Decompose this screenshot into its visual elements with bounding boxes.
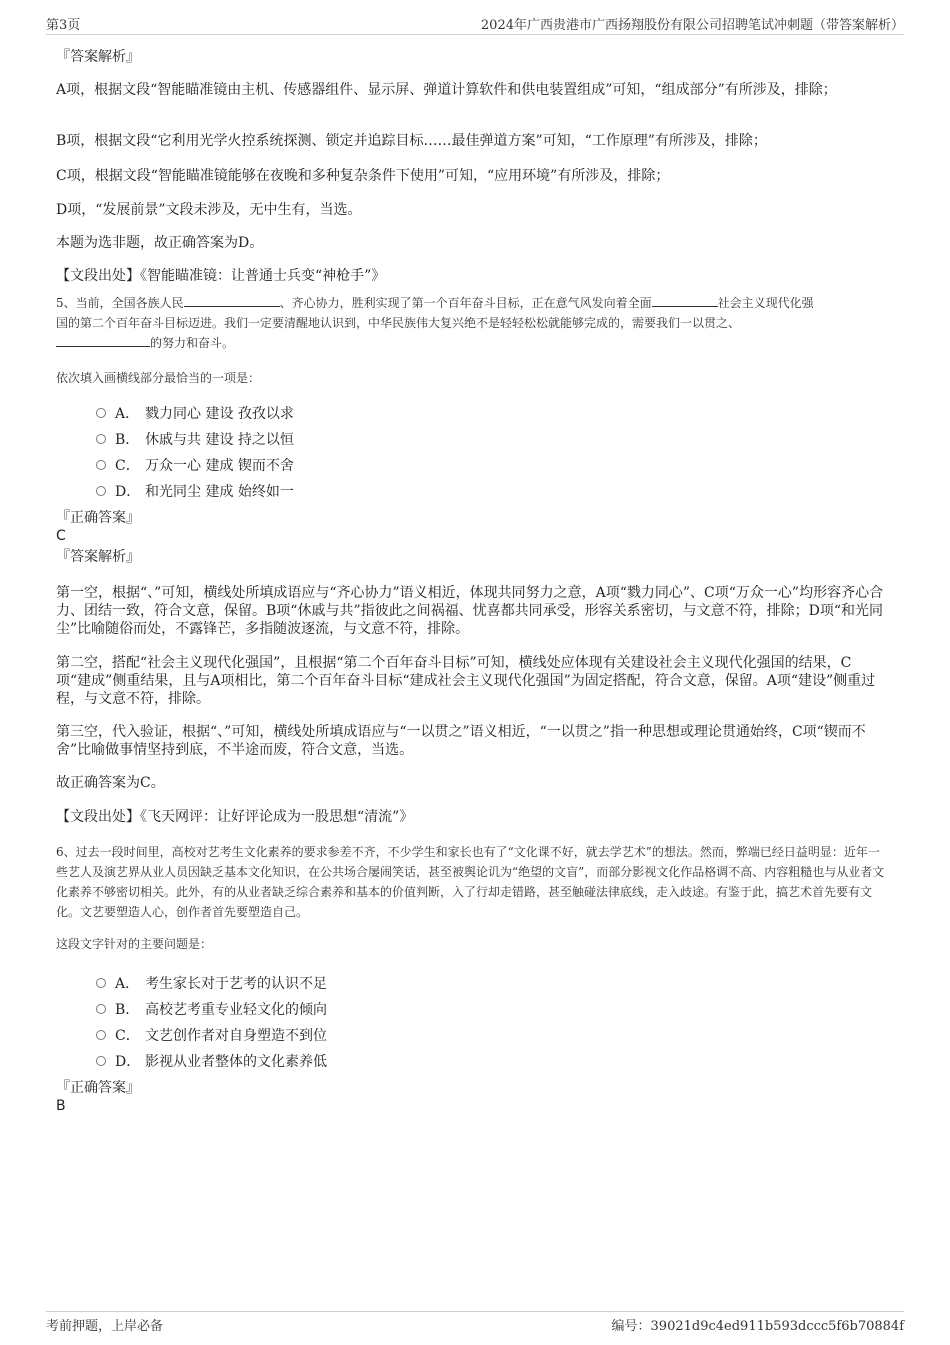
q5-analysis-label: 『答案解析』 — [56, 549, 140, 565]
radio-icon[interactable] — [96, 1030, 106, 1040]
radio-icon[interactable] — [96, 486, 106, 496]
radio-icon[interactable] — [96, 1056, 106, 1066]
q5-stem-part1: 5、当前，全国各族人民 — [56, 296, 184, 310]
q6-correct-answer: B — [56, 1098, 66, 1114]
q5-stem — [56, 293, 886, 353]
q5-analysis-para3: 第三空，代入验证，根据“、”可知，横线处所填成语应与“一以贯之”语义相近，“一以贯之”指一种思想或理论贯通始终，C项“锲而不舍”比喻做事情坚持到底，不半途而废，符合文意，当选。 — [56, 724, 866, 758]
footer-slogan: 考前押题，上岸必备 — [46, 1319, 164, 1334]
q5-stem-part3: 社会主义现代化强 — [717, 296, 814, 310]
q5-correct-label: 『正确答案』 — [56, 510, 140, 526]
q4-analysis-b: B项，根据文段“它利用光学火控系统探测、锁定并追踪目标……最佳弹道方案”可知，“工作原理”有所涉及，排除； — [56, 133, 767, 149]
page-footer — [46, 1311, 904, 1334]
q4-analysis-d: D项，“发展前景”文段未涉及，无中生有，当选。 — [56, 202, 362, 218]
q5-blank-3 — [56, 334, 150, 347]
q5-analysis-para1: 第一空，根据“、”可知，横线处所填成语应与“齐心协力”语义相近，体现共同努力之意，A项“戮力同心”、C项“万众一心”均形容齐心合力、团结一致，符合文意，保留。B项“休戚与共”指彼此之间祸福、忧喜都共同承受，形容关系密切，与文意不符，排除；D项“和光同尘”比喻随俗而处，不露锋芒，多指随波逐流，与文意不符，排除。 — [56, 585, 884, 637]
page-header — [46, 14, 904, 35]
q5-correct-answer: C — [56, 528, 66, 544]
radio-icon[interactable] — [96, 434, 106, 444]
page-number: 第3页 — [46, 18, 81, 33]
q6-prompt: 这段文字针对的主要问题是： — [56, 937, 213, 951]
radio-icon[interactable] — [96, 1004, 106, 1014]
q5-blank-2 — [652, 294, 718, 307]
q4-conclusion: 本题为选非题，故正确答案为D。 — [56, 235, 264, 251]
q5-analysis-para2: 第二空，搭配“社会主义现代化强国”，且根据“第二个百年奋斗目标”可知，横线处应体现有关建设社会主义现代化强国的结果，C项“建成”侧重结果，且与A项相比，第二个百年奋斗目标“建成社会主义现代化强国”为固定搭配，符合文意，保留。A项“建设”侧重过程，与文意不符，排除。 — [56, 655, 876, 707]
document-title: 2024年广西贵港市广西扬翔股份有限公司招聘笔试冲刺题（带答案解析） — [480, 18, 904, 33]
q6-correct-label: 『正确答案』 — [56, 1080, 140, 1096]
q4-analysis-label: 『答案解析』 — [56, 49, 140, 65]
radio-icon[interactable] — [96, 460, 106, 470]
q5-stem-part2: 、齐心协力，胜利实现了第一个百年奋斗目标，正在意气风发向着全面 — [279, 296, 652, 310]
q5-prompt: 依次填入画横线部分最恰当的一项是： — [56, 371, 261, 385]
radio-icon[interactable] — [96, 408, 106, 418]
q5-stem-part5: 的努力和奋斗。 — [150, 336, 235, 350]
radio-icon[interactable] — [96, 978, 106, 988]
q5-blank-1 — [184, 294, 280, 307]
q4-analysis-c: C项，根据文段“智能瞄准镜能够在夜晚和多种复杂条件下使用”可知，“应用环境”有所涉及，排除； — [56, 168, 670, 184]
footer-serial: 编号：39021d9c4ed911b593dccc5f6b70884f — [611, 1319, 904, 1334]
q4-source: 【文段出处】《智能瞄准镜：让普通士兵变“神枪手”》 — [56, 268, 386, 284]
q4-analysis-a: A项，根据文段“智能瞄准镜由主机、传感器组件、显示屏、弹道计算软件和供电装置组成”可知，“组成部分”有所涉及，排除； — [56, 82, 837, 98]
q6-stem: 6、过去一段时间里，高校对艺考生文化素养的要求参差不齐，不少学生和家长也有了“文化课不好，就去学艺术”的想法。然而，弊端已经日益明显：近年一些艺人及演艺界从业人员因缺乏基本文化知识，在公共场合屡闹笑话，甚至被舆论讥为“绝望的文盲”，而部分影视文化作品格调不高、内容粗糙也与从业者文化素养不够密切相关。此外，有的从业者缺乏综合素养和基本的价值判断，入了行却走错路，甚至触碰法律底线，走入歧途。有鉴于此，搞艺术首先要有文化。文艺要塑造人心，创作者首先要塑造自己。 — [56, 845, 885, 919]
q5-stem-part4: 国的第二个百年奋斗目标迈进。我们一定要清醒地认识到，中华民族伟大复兴绝不是轻轻松松就能够完成的，需要我们一以贯之、 — [56, 316, 741, 330]
q5-source: 【文段出处】《飞天网评：让好评论成为一股思想“清流”》 — [56, 809, 414, 825]
q5-conclusion: 故正确答案为C。 — [56, 775, 165, 791]
